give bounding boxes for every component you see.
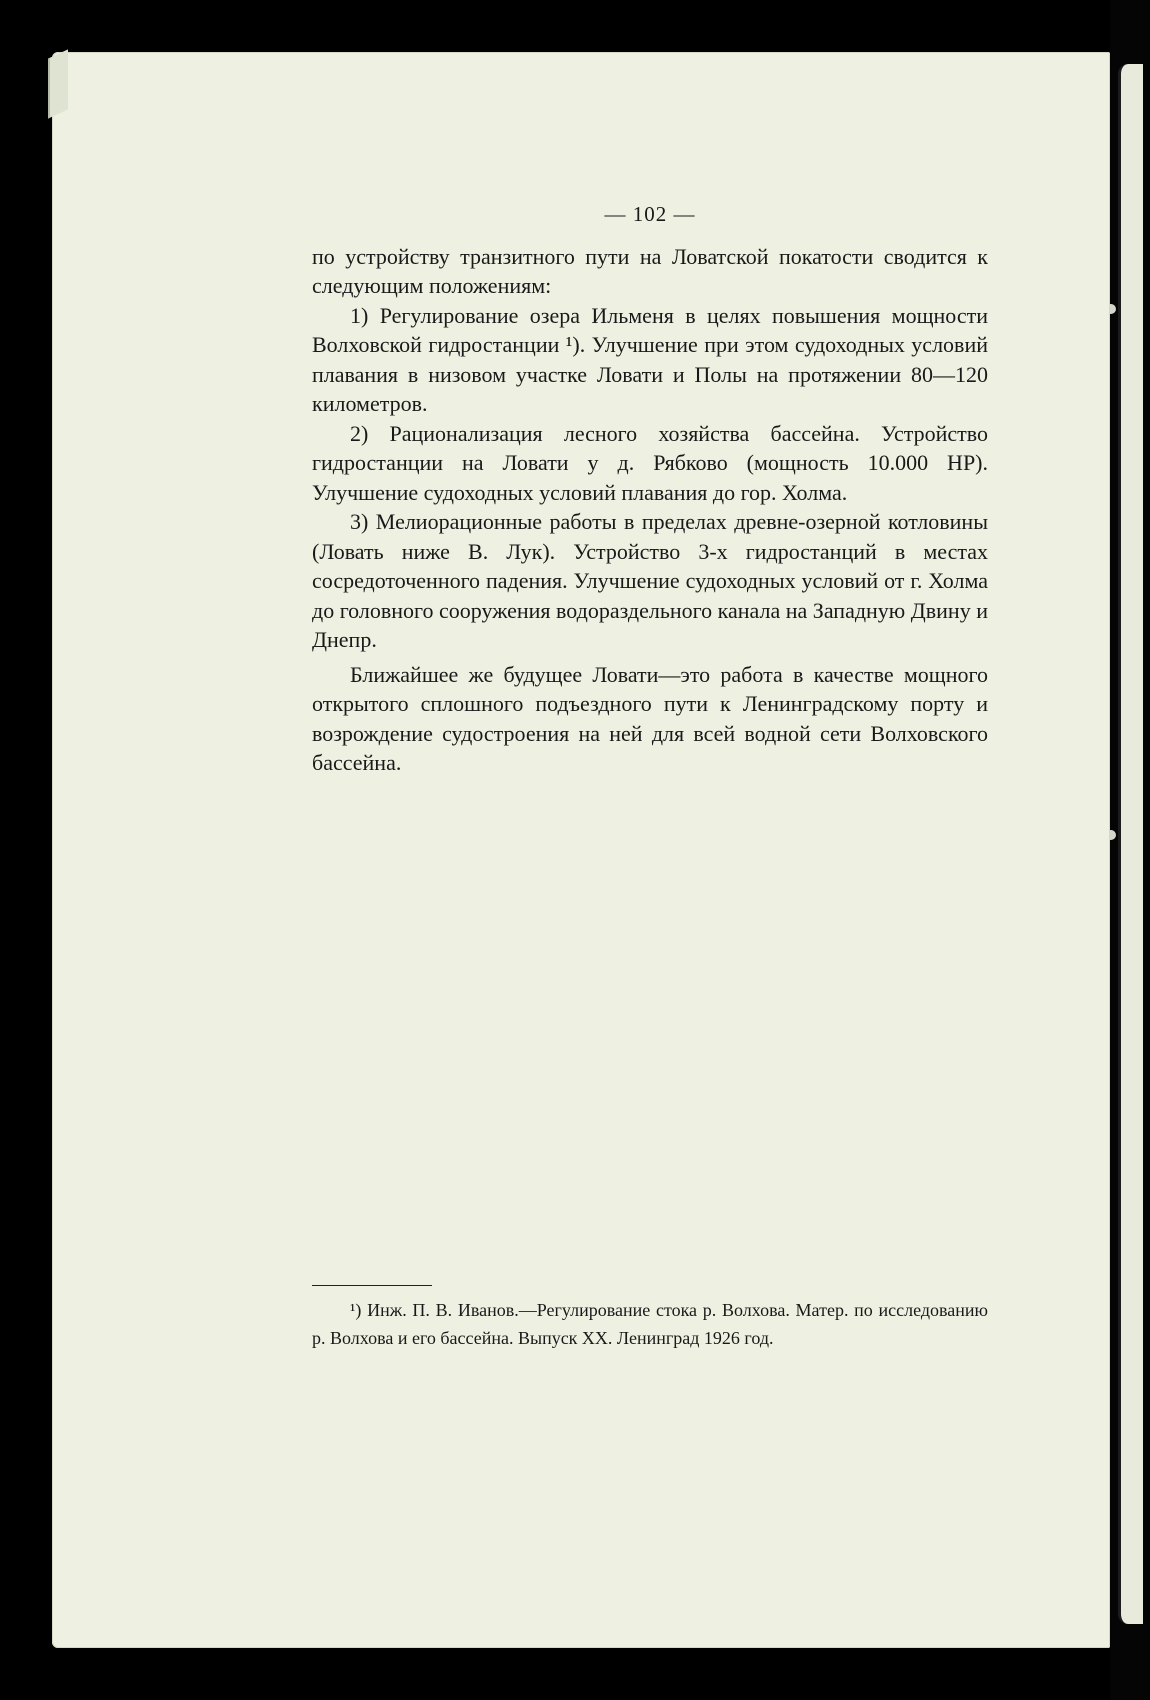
paragraph-intro: по устройству транзитного пути на Ловатской покатости сводится к следующим положениям: xyxy=(312,243,988,298)
paragraph-item-3: 3) Мелиорационные работы в пределах древне-озерной котловины (Ловать ниже В. Лук). Устройство 3-х гидростанций в местах сосредоточенного падения. Улучшение судоходных условий от г. Холма до головного сооружения водораздельного канала на Западную Двину и Днепр. xyxy=(312,509,988,652)
next-page-edge xyxy=(1118,64,1143,1624)
footnote-1: ¹) Инж. П. В. Иванов.—Регулирование стока р. Волхова. Матер. по исследованию р. Волхова и его бассейна. Выпуск XX. Ленинград 1926 год. xyxy=(312,1300,988,1348)
page-corner-fold xyxy=(48,49,68,118)
page-content xyxy=(312,200,988,778)
paragraph-item-1: 1) Регулирование озера Ильменя в целях повышения мощности Волховской гидростанции ¹). Улучшение при этом судоходных условий плавания в низовом участке Ловати и Полы на протяжении 80—120 километров. xyxy=(312,302,988,416)
page-number: — 102 — xyxy=(604,202,696,226)
paragraph-item-2: 2) Рационализация лесного хозяйства бассейна. Устройство гидростанции на Ловати у д. Рябково (мощность 10.000 НР). Улучшение судоходных условий плавания до гор. Холма. xyxy=(312,420,988,505)
footnotes xyxy=(312,1285,988,1352)
footnote-separator xyxy=(312,1285,432,1286)
paragraph-conclusion: Ближайшее же будущее Ловати—это работа в качестве мощного открытого сплошного подъездного пути к Ленинградскому порту и возрождение судостроения на ней для всей водной сети Волховского бассейна. xyxy=(312,661,988,775)
